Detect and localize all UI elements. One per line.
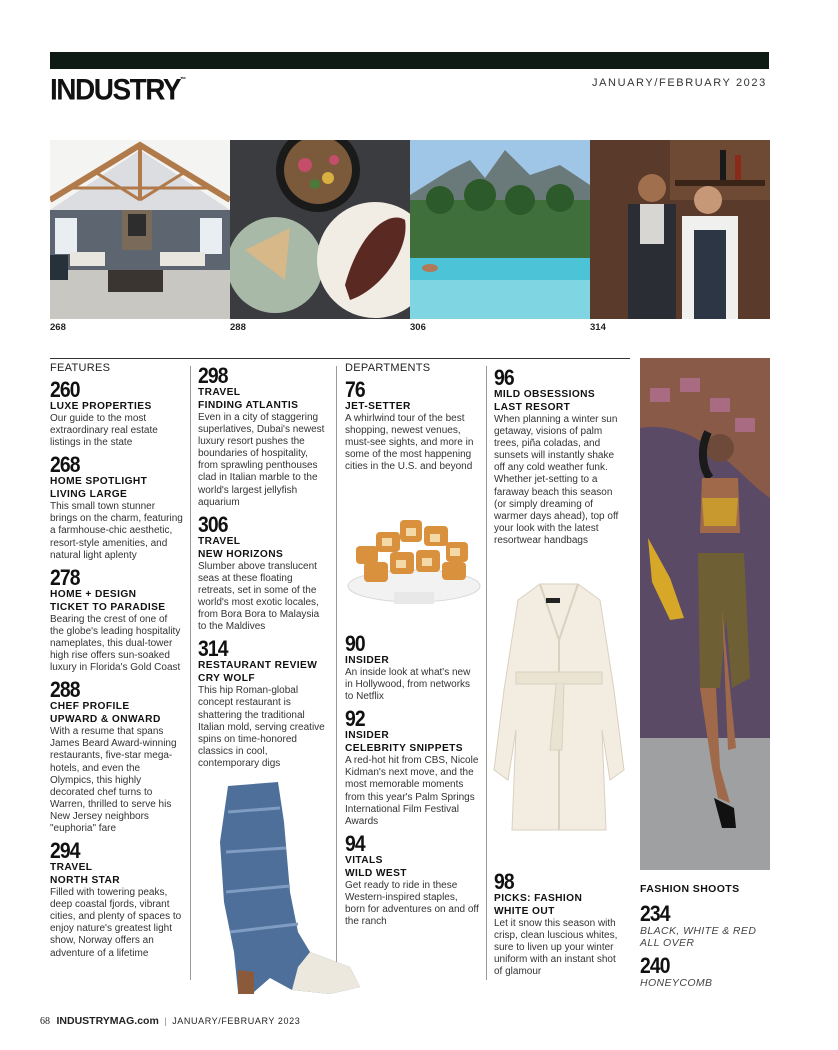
story-kicker: CHEF PROFILE: [50, 701, 130, 713]
photo-fashion-model: [640, 358, 770, 870]
toc-entry[interactable]: [345, 830, 480, 928]
story-kicker: RESTAURANT REVIEW: [198, 660, 318, 672]
toc-entry[interactable]: [640, 955, 770, 989]
page-number: 234: [640, 901, 670, 926]
story-description: Filled with towering peaks, deep coastal fjords, vibrant cities, and plenty of spaces to enjoy nature's greatest light show, Norway offers an adventure of a lifetime: [50, 887, 182, 959]
story-title: HONEYCOMB: [640, 977, 713, 989]
footer-issue: JANUARY/FEBRUARY 2023: [172, 1016, 301, 1026]
departments-column-2-lower: [494, 869, 626, 984]
story-title: JET-SETTER: [345, 401, 411, 412]
story-description: Bearing the crest of one of the globe's leading hospitality nameplates, this dual-tower high rise offers sun-soaked luxury in Florida's Gold Coast: [50, 613, 181, 674]
story-description: A red-hot hit from CBS, Nicole Kidman's next move, and the most memorable moments from this year's Palm Springs International Film Festival Awards: [345, 755, 479, 827]
story-kicker: HOME + DESIGN: [50, 588, 137, 600]
story-description: Get ready to ride in these Western-inspired staples, born for adventures on and off the ranch: [345, 879, 479, 928]
story-kicker: PICKS: FASHION: [494, 893, 583, 904]
story-title: WHITE OUT: [494, 906, 555, 917]
story-kicker: MILD OBSESSIONS: [494, 389, 596, 400]
story-kicker: HOME SPOTLIGHT: [50, 476, 148, 488]
photo-chefs: [590, 140, 770, 319]
toc-entry[interactable]: [345, 706, 480, 828]
fashion-shoots-section: [640, 883, 770, 989]
story-description: Slumber above translucent seas at these floating retreats, set in some of the world's most exotic locales, from Bora Bora to Malaysia to the Maldives: [198, 560, 320, 633]
product-image-dessert: [346, 506, 482, 608]
story-kicker: VITALS: [345, 854, 383, 866]
photo-home-interior: [50, 140, 230, 319]
footer-separator: |: [164, 1016, 167, 1026]
toc-entry[interactable]: [345, 631, 480, 703]
story-title: CRY WOLF: [198, 673, 255, 685]
story-description: Our guide to the most extraordinary real estate listings in the state: [50, 413, 158, 449]
story-title: LIVING LARGE: [50, 489, 128, 501]
story-title: CELEBRITY SNIPPETS: [345, 743, 463, 755]
photo-caption-4: 314: [590, 322, 606, 333]
departments-column: [345, 362, 480, 479]
photo-food-plates: [230, 140, 410, 319]
story-description: This hip Roman-global concept restaurant is shattering the traditional Italian mold, serving creative spins on time-honored classics in cool, contemporary digs: [198, 685, 325, 769]
page-number: 260: [50, 377, 80, 402]
toc-entry[interactable]: [198, 363, 330, 509]
section-rule: [50, 358, 630, 359]
story-kicker: TRAVEL: [198, 535, 241, 547]
story-title: UPWARD & ONWARD: [50, 714, 161, 726]
story-description: An inside look at what's new in Hollywood, from networks to Netflix: [345, 667, 471, 703]
story-description: This small town stunner brings on the charm, featuring a farmhouse-chic aesthetic, resort-style amenities, and natural light aplenty: [50, 501, 183, 561]
story-title: NEW HORIZONS: [198, 548, 284, 560]
toc-entry[interactable]: [50, 564, 183, 674]
story-kicker: INSIDER: [345, 730, 390, 742]
page-number: 96: [494, 365, 514, 390]
header-bar: [50, 52, 769, 69]
features-column-2: [198, 363, 330, 776]
page-number: 98: [494, 869, 514, 894]
departments-heading: DEPARTMENTS: [345, 362, 431, 374]
story-description: With a resume that spans James Beard Award-winning restaurants, five-star mega-hotels, and even the Olympics, this highly decorated chef turns to Warren, thrilled to serve his New Jersey neighbors "euphoria" fare: [50, 726, 177, 834]
story-description: A whirlwind tour of the best shopping, newest venues, must-see sights, and more in some of the most happening cities in the U.S. and beyond: [345, 413, 474, 473]
toc-entry[interactable]: [50, 377, 183, 449]
toc-entry[interactable]: [494, 869, 626, 978]
page-number: 240: [640, 953, 670, 978]
story-description: Even in a city of staggering superlatives, Dubai's newest luxury resort pushes the boundaries of hospitality, from sprawling penthouses clad in Italian marble to the world's largest jellyfish aquarium: [198, 412, 325, 508]
story-description: When planning a winter sun getaway, visions of palm trees, piña coladas, and sunsets will instantly shake off any cold weather funk. Whether jet-setting to a faraway beach this season (or simply dreaming of warmer days ahead), top off your look with the latest resortwear handbags: [494, 414, 619, 546]
page-number: 288: [50, 677, 80, 703]
photo-caption-2: 288: [230, 322, 246, 333]
page-number: 278: [50, 564, 80, 590]
story-title: LUXE PROPERTIES: [50, 401, 152, 412]
features-heading: FEATURES: [50, 362, 111, 374]
issue-date: JANUARY/FEBRUARY 2023: [592, 77, 767, 89]
page-number-footer: 68: [40, 1016, 50, 1027]
story-title: LAST RESORT: [494, 402, 571, 413]
photo-caption-1: 268: [50, 322, 66, 333]
toc-entry[interactable]: [640, 903, 770, 949]
features-column: [50, 362, 183, 966]
departments-column-2: [494, 365, 626, 553]
toc-entry[interactable]: [494, 365, 626, 547]
page-number: 94: [345, 830, 365, 856]
column-divider: [190, 366, 191, 980]
toc-entry[interactable]: [50, 452, 183, 561]
product-image-coat: [490, 580, 628, 836]
fashion-shoots-heading: FASHION SHOOTS: [640, 883, 740, 895]
page-number: 90: [345, 631, 365, 656]
toc-entry[interactable]: [50, 677, 183, 835]
photo-bora-bora: [410, 140, 590, 319]
column-divider: [486, 366, 487, 980]
photo-caption-3: 306: [410, 322, 426, 333]
toc-entry[interactable]: [50, 838, 183, 960]
page-number: 314: [198, 636, 228, 662]
page-number: 306: [198, 511, 228, 537]
story-description: Let it snow this season with crisp, clean luscious whites, sure to liven up your winter uniform with an instant shot of glamour: [494, 918, 618, 978]
page-footer: [40, 1015, 300, 1027]
toc-entry[interactable]: [198, 636, 330, 770]
page-number: 268: [50, 452, 80, 478]
story-kicker: TRAVEL: [198, 387, 241, 398]
story-title: NORTH STAR: [50, 875, 121, 887]
story-kicker: INSIDER: [345, 655, 390, 666]
departments-column-lower: [345, 631, 480, 934]
site-url[interactable]: INDUSTRYMAG.com: [56, 1015, 159, 1027]
page-number: 298: [198, 363, 228, 388]
magazine-logo: INDUSTRY™: [50, 73, 187, 106]
page-number: 294: [50, 838, 80, 864]
story-title: WILD WEST: [345, 867, 407, 879]
story-kicker: TRAVEL: [50, 862, 93, 874]
toc-entry[interactable]: [345, 377, 480, 473]
product-image-boot: [210, 782, 360, 998]
story-title: FINDING ATLANTIS: [198, 400, 299, 411]
story-title: TICKET TO PARADISE: [50, 601, 166, 613]
page-number: 76: [345, 377, 365, 402]
page-number: 92: [345, 706, 365, 732]
story-title: BLACK, WHITE & RED ALL OVER: [640, 925, 757, 949]
toc-entry[interactable]: [198, 511, 330, 634]
